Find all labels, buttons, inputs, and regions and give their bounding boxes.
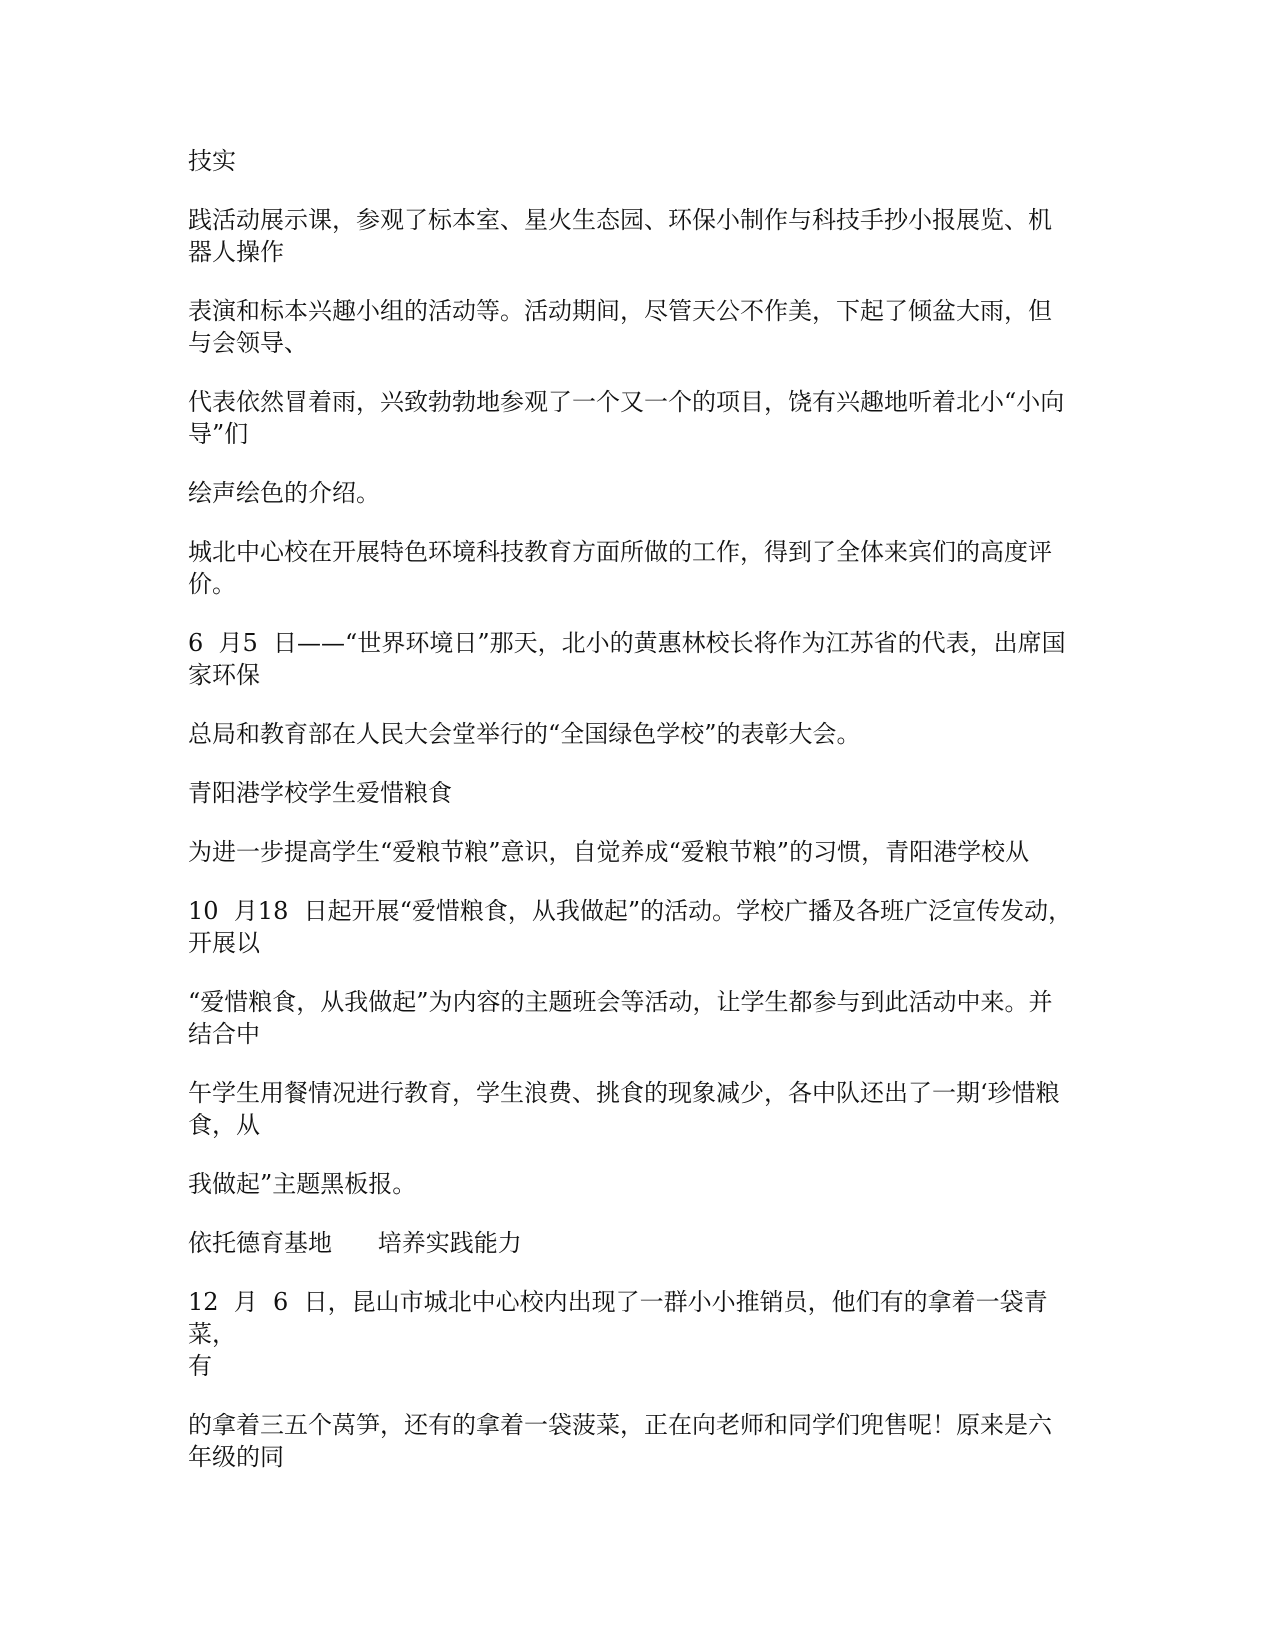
section-heading: 依托德育基地 培养实践能力 [188, 1229, 522, 1257]
paragraph: 为进一步提高学生“爱粮节粮”意识，自觉养成“爱粮节粮”的习惯，青阳港学校从 [188, 838, 1030, 866]
paragraph: 午学生用餐情况进行教育，学生浪费、挑食的现象减少，各中队还出了一期‘珍惜粮 食，从 [188, 1079, 1060, 1139]
paragraph: 表演和标本兴趣小组的活动等。活动期间，尽管天公不作美，下起了倾盆大雨，但 与会领导、 [188, 297, 1052, 357]
paragraph: 我做起”主题黑板报。 [188, 1170, 417, 1198]
paragraph: 6 月5 日——“世界环境日”那天，北小的黄惠林校长将作为江苏省的代表，出席国 家环保 [188, 629, 1066, 689]
document-body [188, 145, 1088, 1500]
paragraph: 总局和教育部在人民大会堂举行的“全国绿色学校”的表彰大会。 [188, 720, 861, 748]
paragraph: 践活动展示课，参观了标本室、星火生态园、环保小制作与科技手抄小报展览、机 器人操作 [188, 206, 1052, 266]
paragraph: 10 月18 日起开展“爱惜粮食，从我做起”的活动。学校广播及各班广泛宣传发动， 开展以 [188, 897, 1073, 957]
paragraph: 代表依然冒着雨，兴致勃勃地参观了一个又一个的项目，饶有兴趣地听着北小“小向 导”们 [188, 388, 1065, 448]
paragraph: 的拿着三五个莴笋，还有的拿着一袋菠菜，正在向老师和同学们兜售呢！原来是六 年级的同 [188, 1411, 1052, 1471]
paragraph: “爱惜粮食，从我做起”为内容的主题班会等活动，让学生都参与到此活动中来。并 结合中 [188, 988, 1053, 1048]
paragraph: 城北中心校在开展特色环境科技教育方面所做的工作，得到了全体来宾们的高度评 价。 [188, 538, 1052, 598]
paragraph: 技实 [188, 147, 236, 175]
paragraph: 绘声绘色的介绍。 [188, 479, 380, 507]
paragraph: 12 月 6 日，昆山市城北中心校内出现了一群小小推销员，他们有的拿着一袋青菜， 有 [188, 1288, 1048, 1380]
section-heading: 青阳港学校学生爱惜粮食 [188, 779, 452, 807]
